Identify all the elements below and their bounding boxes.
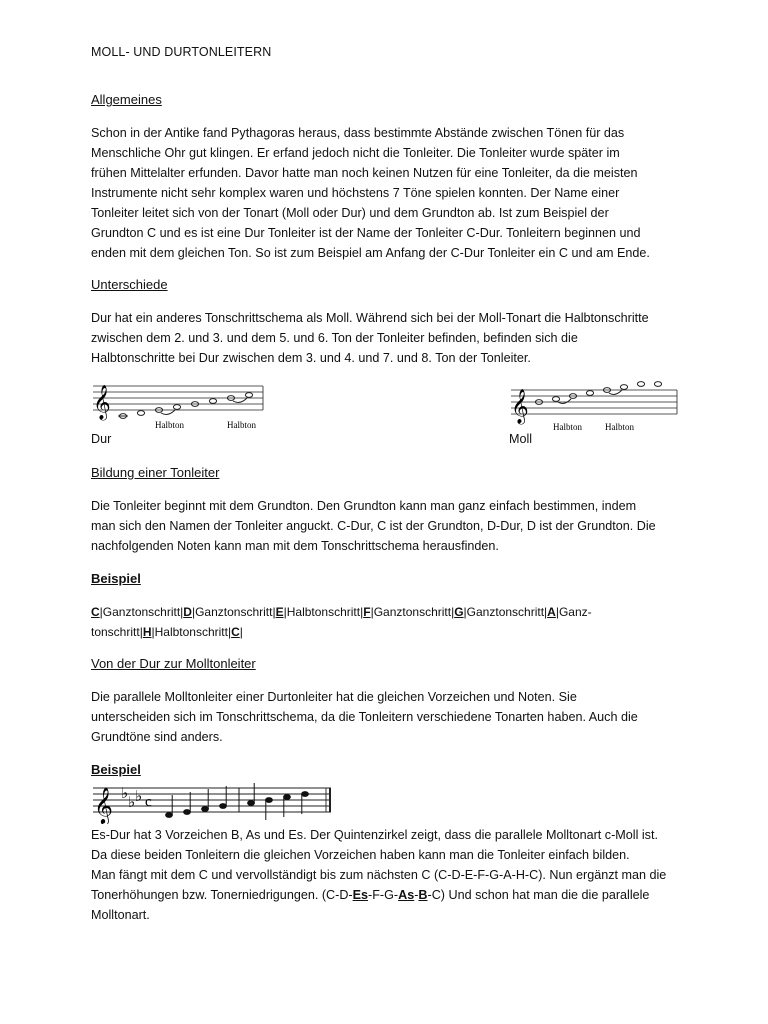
note-letter: E: [275, 605, 284, 619]
text-line: Man fängt mit dem C und vervollständigt bis zum nächsten C (C-D-E-F-G-A-H-C). Nun ergänzt man die: [91, 868, 667, 882]
step-label: Ganztonschritt: [102, 605, 181, 619]
note-es: Es: [352, 888, 369, 902]
text-line: man sich den Namen der Tonleiter anguckt. C-Dur, C ist der Grundton, D-Dur, D ist der Grundton. Die: [91, 519, 656, 533]
text-line: enden mit dem gleichen Ton. So ist zum Beispiel am Anfang der C-Dur Tonleiter ein C und am Ende.: [91, 246, 650, 260]
moll-label: Moll: [509, 432, 533, 446]
text-segment: -F-G-: [368, 888, 399, 902]
treble-clef-icon: 𝄞: [94, 787, 113, 823]
note-letter: A: [547, 605, 556, 619]
heading-vonderdur: Von der Dur zur Molltonleiter: [91, 656, 256, 671]
halbton-label: Halbton: [605, 422, 634, 432]
text-segment: -C) Und schon hat man die die parallele: [427, 888, 650, 902]
note-as: As: [398, 888, 415, 902]
text-line: frühen Mittelalter erfunden. Davor hatte man noch keinen Nutzen für eine Tonleiter, da die meisten: [91, 166, 638, 180]
step-label: Ganz-: [558, 605, 592, 619]
text-line: [91, 885, 691, 905]
treble-clef-icon: 𝄞: [511, 390, 529, 423]
flat-icon: ♭: [135, 789, 143, 805]
treble-clef-icon: 𝄞: [93, 386, 111, 419]
text-line: Dur hat ein anderes Tonschrittschema als Moll. Während sich bei der Moll-Tonart die Halbtonschritte: [91, 311, 649, 325]
text-line: Die parallele Molltonleiter einer Durtonleiter hat die gleichen Vorzeichen und Noten. Sie: [91, 690, 577, 704]
moll-scale-staff: [509, 380, 689, 436]
text-segment: -: [414, 888, 419, 902]
note-letter: G: [454, 605, 464, 619]
note-letter: C: [91, 605, 100, 619]
note-letter: D: [183, 605, 192, 619]
text-line: Die Tonleiter beginnt mit dem Grundton. Den Grundton kann man ganz einfach bestimmen, indem: [91, 499, 637, 513]
heading-unterschiede: Unterschiede: [91, 277, 168, 292]
step-label: tonschritt: [91, 625, 140, 639]
halbton-label: Halbton: [553, 422, 582, 432]
text-line: Instrumente nicht sehr komplex waren und höchstens 7 Töne spielen konnten. Der Name einer: [91, 186, 620, 200]
paragraph-allgemeines: [91, 123, 691, 263]
text-line: Menschliche Ohr gut klingen. Er erfand jedoch nicht die Tonleiter. Die Tonleiter wurde später im: [91, 146, 620, 160]
heading-beispiel-1: Beispiel: [91, 571, 141, 586]
dur-label: Dur: [91, 432, 112, 446]
note-letter: C: [231, 625, 240, 639]
dur-scale-staff: [91, 380, 271, 432]
text-line: Es-Dur hat 3 Vorzeichen B, As und Es. Der Quintenzirkel zeigt, dass die parallele Molltonart c-Moll ist.: [91, 828, 658, 842]
paragraph-unterschiede: [91, 308, 691, 368]
scale-steps-example: C|Ganztonschritt|D|Ganztonschritt|E|Halbtonschritt|F|Ganztonschritt|G|Ganztonschritt|A|Ganz- tonschritt|H|Halbtonschritt|C|: [91, 605, 592, 639]
note-b: B: [418, 888, 428, 902]
text-line: nachfolgenden Noten kann man mit dem Tonschrittschema herausfinden.: [91, 539, 499, 553]
text-line: zwischen dem 2. und 3. und dem 5. und 6. Ton der Tonleiter befinden, befinden sich die: [91, 331, 578, 345]
heading-bildung: Bildung einer Tonleiter: [91, 465, 220, 480]
common-time-icon: c: [145, 794, 152, 810]
step-label: Ganztonschritt: [373, 605, 452, 619]
heading-beispiel-2: Beispiel: [91, 762, 141, 777]
halbton-label: Halbton: [227, 420, 256, 430]
note-letter: H: [142, 625, 152, 639]
flat-icon: ♭: [121, 786, 129, 802]
text-line: Grundtöne sind anders.: [91, 730, 223, 744]
page-title: MOLL- UND DURTONLEITERN: [91, 45, 272, 59]
text-line: Halbtonschritte bei Dur zwischen dem 3. und 4. und 7. und 8. Ton der Tonleiter.: [91, 351, 531, 365]
text-line: Grundton C und es ist eine Dur Tonleiter ist der Name der Tonleiter C-Dur. Tonleitern beginnen und: [91, 226, 641, 240]
heading-allgemeines: Allgemeines: [91, 92, 162, 107]
text-segment: Tonerhöhungen bzw. Tonerniedrigungen. (C-D-: [91, 888, 353, 902]
step-label: Ganztonschritt: [195, 605, 273, 619]
paragraph-beispiel-2: [91, 825, 691, 925]
note-letter: F: [363, 605, 371, 619]
paragraph-bildung: [91, 496, 691, 556]
step-label: Ganztonschritt: [466, 605, 545, 619]
paragraph-vonderdur: [91, 687, 691, 747]
es-dur-notation: [91, 780, 336, 824]
text-line: unterscheiden sich im Tonschrittschema, da die Tonleitern verschiedene Tonarten haben. Auch die: [91, 710, 638, 724]
text-line: Da diese beiden Tonleitern die gleichen Vorzeichen haben kann man die Tonleiter einfach bilden.: [91, 848, 630, 862]
step-label: Halbtonschritt: [154, 625, 228, 639]
step-label: Halbtonschritt: [286, 605, 361, 619]
flat-icon: ♭: [128, 795, 136, 811]
text-line: Tonleiter leitet sich von der Tonart (Moll oder Dur) und dem Grundton ab. Ist zum Beispiel der: [91, 206, 609, 220]
text-line: Schon in der Antike fand Pythagoras heraus, dass bestimmte Abstände zwischen Tönen für das: [91, 126, 625, 140]
halbton-label: Halbton: [155, 420, 184, 430]
text-line: Molltonart.: [91, 908, 150, 922]
